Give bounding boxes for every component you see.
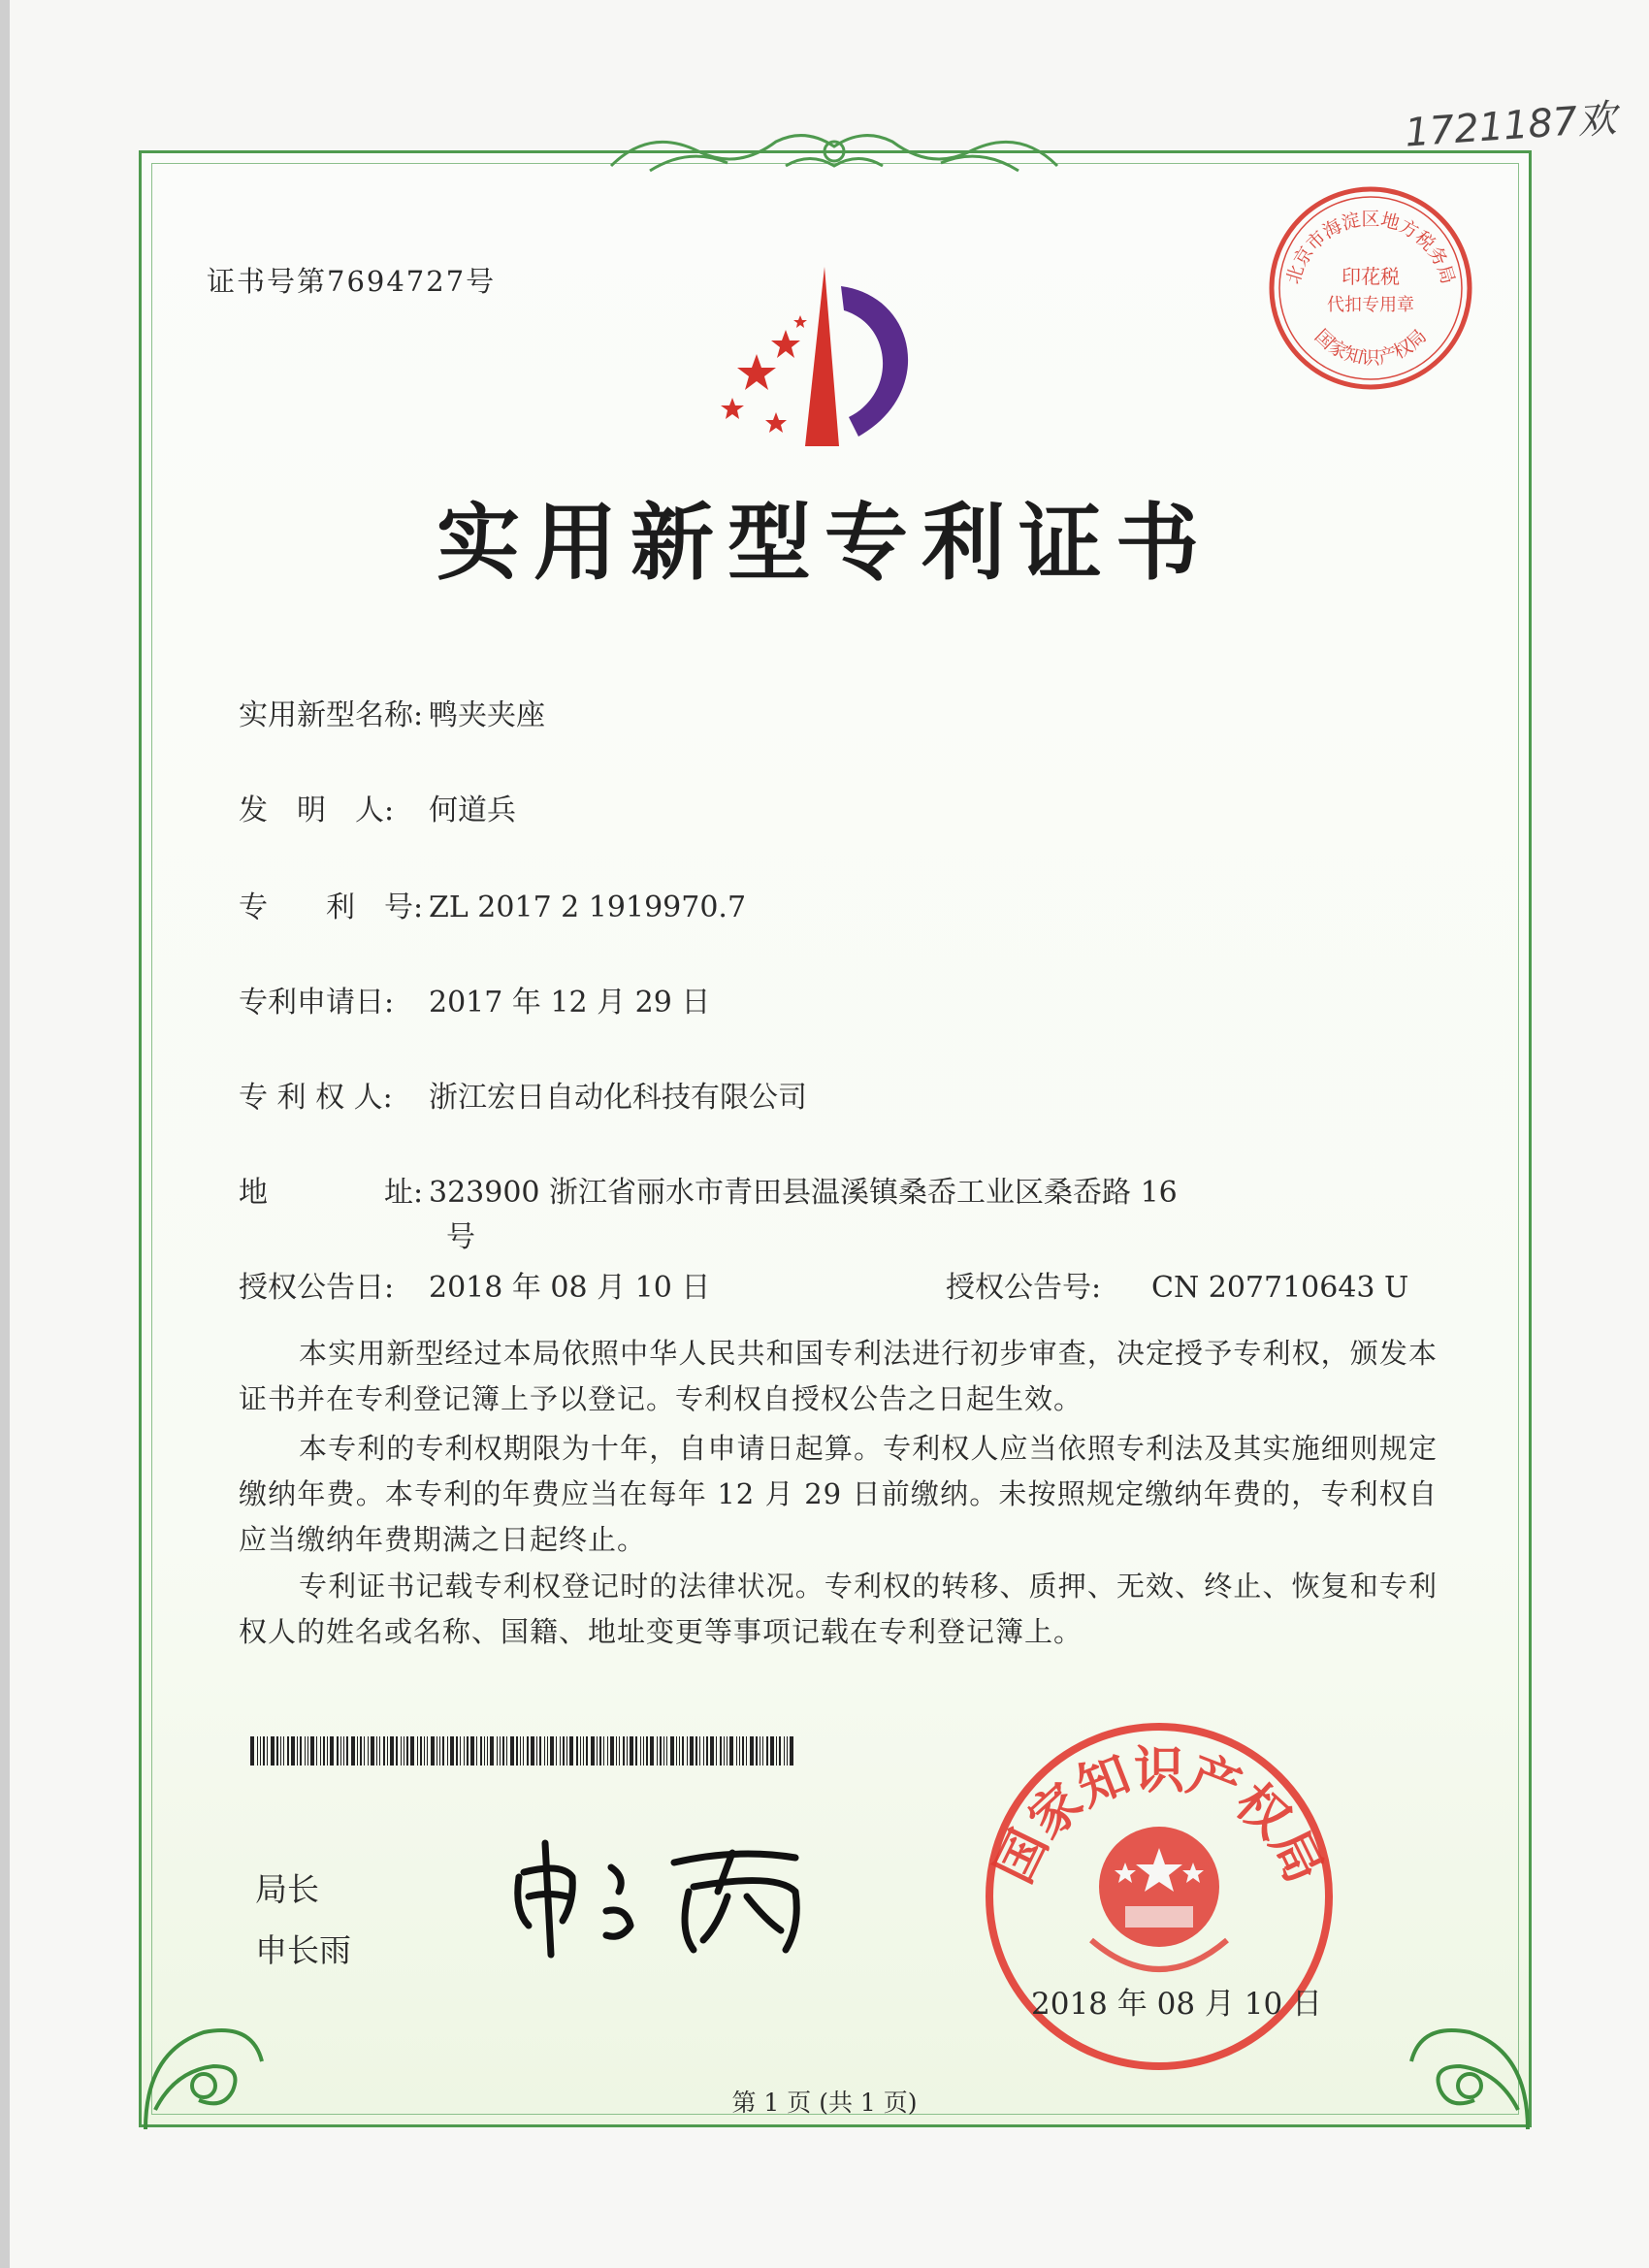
barcode-bar [250, 1736, 254, 1766]
paragraph-legal-status: 专利证书记载专利权登记时的法律状况。专利权的转移、质押、无效、终止、恢复和专利权人的姓名或名称、国籍、地址变更等事项记载在专利登记簿上。 [239, 1570, 1438, 1648]
barcode-bar [396, 1736, 398, 1766]
barcode-bar [724, 1736, 725, 1766]
barcode-bar [750, 1736, 754, 1766]
barcode-bar [330, 1736, 334, 1766]
barcode-bar [646, 1736, 648, 1766]
certificate-title: 实用新型专利证书 [436, 494, 1212, 592]
barcode-bar [630, 1736, 633, 1766]
director-signature-icon [504, 1833, 854, 1960]
barcode-bar [516, 1736, 518, 1766]
barcode-bar [267, 1736, 268, 1766]
barcode-bar [616, 1736, 617, 1766]
barcode-bar [480, 1736, 482, 1766]
barcode-bar [490, 1736, 494, 1766]
field-label: 专 利 号: [239, 891, 424, 924]
barcode-bar [510, 1736, 514, 1766]
barcode-bar [305, 1736, 306, 1766]
field-utility-model-name [239, 691, 545, 733]
official-seal-ring-text: 国家知识产权局 [985, 1741, 1334, 1893]
barcode-bar [523, 1736, 524, 1766]
field-value: 323900 浙江省丽水市青田县温溪镇桑岙工业区桑岙路 16 [429, 1176, 1178, 1210]
barcode-bar [635, 1736, 637, 1766]
barcode-bar [291, 1736, 295, 1766]
field-value: 2017 年 12 月 29 日 [429, 986, 711, 1020]
barcode-bar [527, 1736, 529, 1766]
barcode-bar [276, 1736, 278, 1766]
barcode-bar [323, 1736, 325, 1766]
svg-text:国家知识产权局 [1310, 325, 1431, 369]
barcode-bar [464, 1736, 465, 1766]
barcode-bar [476, 1736, 477, 1766]
barcode-bar [420, 1736, 422, 1766]
barcode-bar [784, 1736, 785, 1766]
barcode-bar [442, 1736, 444, 1766]
barcode-bar [643, 1736, 644, 1766]
barcode-bar [710, 1736, 714, 1766]
barcode-bar [431, 1736, 435, 1766]
barcode-bar [383, 1736, 385, 1766]
barcode-bar [327, 1736, 328, 1766]
barcode-bar [703, 1736, 704, 1766]
field-patent-number [239, 883, 746, 925]
barcode-bar [260, 1736, 261, 1766]
barcode-bar [687, 1736, 688, 1766]
cnipa-logo-icon [703, 257, 955, 451]
barcode-bar [746, 1736, 747, 1766]
barcode-bar [650, 1736, 654, 1766]
field-label: 地 址: [239, 1176, 424, 1210]
barcode-bar [257, 1736, 258, 1766]
barcode-bar [576, 1736, 578, 1766]
barcode-bar [357, 1736, 358, 1766]
barcode-bar [343, 1736, 344, 1766]
barcode-bar [779, 1736, 781, 1766]
field-value: 何道兵 [429, 794, 516, 827]
barcode-bar [787, 1736, 788, 1766]
barcode-bar [550, 1736, 554, 1766]
barcode-bar [610, 1736, 614, 1766]
field-value: 浙江宏日自动化科技有限公司 [429, 1081, 807, 1115]
barcode-bar [502, 1736, 504, 1766]
barcode-bar [484, 1736, 485, 1766]
barcode-bar [586, 1736, 588, 1766]
barcode-bar [360, 1736, 362, 1766]
barcode-bar [666, 1736, 667, 1766]
barcode-bar [690, 1736, 694, 1766]
barcode-bar [450, 1736, 454, 1766]
barcode-bar [456, 1736, 458, 1766]
barcode-bar [439, 1736, 440, 1766]
tax-seal-center-1: 印花税 [1342, 265, 1400, 288]
barcode-bar [417, 1736, 418, 1766]
tax-stamp-seal-icon [1264, 181, 1477, 395]
field-inventor [239, 786, 516, 828]
barcode-bar [607, 1736, 608, 1766]
field-filing-date [239, 978, 710, 1021]
top-ornament-icon [592, 122, 1077, 180]
barcode-bar [320, 1736, 321, 1766]
barcode-bar [387, 1736, 388, 1766]
barcode-bar [280, 1736, 281, 1766]
certificate-number: 证书号第7694727号 [207, 265, 497, 298]
barcode-bar [742, 1736, 744, 1766]
field-value: 鸭夹夹座 [429, 698, 545, 732]
barcode-bar [563, 1736, 565, 1766]
field-value: ZL 2017 2 1919970.7 [429, 891, 747, 924]
issue-date: 2018 年 08 月 10 日 [1031, 1987, 1323, 2022]
barcode-bar [657, 1736, 658, 1766]
field-label: 授权公告号: [946, 1271, 1102, 1305]
barcode-bar [376, 1736, 377, 1766]
tax-seal-center-2: 代扣专用章 [1327, 295, 1414, 315]
field-label: 专利申请日: [239, 986, 395, 1020]
barcode-bar [670, 1736, 674, 1766]
tax-seal-bottom-text: 国家知识产权局 [1310, 325, 1432, 370]
barcode-bar [371, 1736, 374, 1766]
barcode-bar [544, 1736, 545, 1766]
barcode-bar [424, 1736, 425, 1766]
barcode-bar [603, 1736, 604, 1766]
page-number: 第 1 页 (共 1 页) [731, 2089, 918, 2117]
barcode-bar [297, 1736, 298, 1766]
barcode-bar [580, 1736, 581, 1766]
barcode-bar [729, 1736, 733, 1766]
tax-seal-ring-text: 北京市海淀区地方税务局 [1282, 209, 1459, 287]
barcode-bar [660, 1736, 662, 1766]
barcode-bar [663, 1736, 664, 1766]
handwritten-note: 1721187欢 [1403, 96, 1618, 156]
barcode-bar [682, 1736, 684, 1766]
barcode-bar [547, 1736, 548, 1766]
field-announce-number [946, 1263, 1408, 1306]
barcode-bar [727, 1736, 728, 1766]
barcode-bar [316, 1736, 317, 1766]
barcode-bar [695, 1736, 697, 1766]
barcode-bar [340, 1736, 341, 1766]
barcode-bar [591, 1736, 595, 1766]
barcode-bar [300, 1736, 302, 1766]
barcode-bar [500, 1736, 501, 1766]
barcode-bar [583, 1736, 584, 1766]
barcode-bar [560, 1736, 561, 1766]
barcode-bar [640, 1736, 641, 1766]
barcode-bar [497, 1736, 498, 1766]
barcode-bar [531, 1736, 534, 1766]
barcode-bar [447, 1736, 448, 1766]
barcode-icon [250, 1736, 793, 1766]
barcode-bar [436, 1736, 437, 1766]
barcode-bar [390, 1736, 394, 1766]
barcode-bar [364, 1736, 365, 1766]
barcode-bar [619, 1736, 620, 1766]
field-patentee [239, 1073, 807, 1116]
barcode-bar [271, 1736, 275, 1766]
barcode-bar [263, 1736, 265, 1766]
barcode-bar [470, 1736, 474, 1766]
barcode-bar [569, 1736, 573, 1766]
barcode-bar [556, 1736, 557, 1766]
field-value: 2018 年 08 月 10 日 [429, 1271, 711, 1305]
paragraph-grant: 本实用新型经过本局依照中华人民共和国专利法进行初步审查，决定授予专利权，颁发本证书并在专利登记簿上予以登记。专利权自授权公告之日起生效。 [239, 1337, 1438, 1415]
barcode-bar [676, 1736, 677, 1766]
barcode-bar [283, 1736, 284, 1766]
barcode-bar [599, 1736, 601, 1766]
paragraph-term: 本专利的专利权期限为十年，自申请日起算。专利权人应当依照专利法及其实施细则规定缴纳年费。本专利的年费应当在每年 12 月 29 日前缴纳。未按照规定缴纳年费的，专利权自应当缴纳年费期满之日起终止。 [239, 1432, 1438, 1556]
director-name: 申长雨 [255, 1931, 351, 1969]
barcode-bar [487, 1736, 488, 1766]
barcode-bar [720, 1736, 722, 1766]
field-announce-date [239, 1263, 710, 1306]
barcode-bar [460, 1736, 461, 1766]
barcode-bar [310, 1736, 314, 1766]
barcode-bar [736, 1736, 737, 1766]
barcode-bar [467, 1736, 469, 1766]
barcode-bar [627, 1736, 628, 1766]
director-title: 局长 [255, 1870, 319, 1908]
scan-edge [0, 0, 10, 2268]
barcode-bar [706, 1736, 708, 1766]
barcode-bar [716, 1736, 717, 1766]
barcode-bar [406, 1736, 408, 1766]
barcode-bar [756, 1736, 758, 1766]
field-value: CN 207710643 U [1151, 1271, 1409, 1305]
barcode-bar [287, 1736, 289, 1766]
barcode-bar [762, 1736, 763, 1766]
barcode-bar [368, 1736, 369, 1766]
barcode-bar [506, 1736, 507, 1766]
barcode-bar [337, 1736, 339, 1766]
field-label: 发 明 人: [239, 794, 395, 827]
barcode-bar [346, 1736, 348, 1766]
field-label: 授权公告日: [239, 1271, 395, 1305]
barcode-bar [770, 1736, 774, 1766]
barcode-bar [766, 1736, 768, 1766]
barcode-bar [699, 1736, 700, 1766]
barcode-bar [739, 1736, 740, 1766]
barcode-bar [379, 1736, 380, 1766]
barcode-bar [790, 1736, 793, 1766]
barcode-bar [520, 1736, 521, 1766]
barcode-bar [307, 1736, 308, 1766]
barcode-bar [401, 1736, 402, 1766]
barcode-bar [776, 1736, 777, 1766]
field-address-line2: 号 [446, 1220, 475, 1254]
field-label: 专 利 权 人: [239, 1081, 393, 1115]
barcode-bar [536, 1736, 537, 1766]
barcode-bar [539, 1736, 541, 1766]
barcode-bar [566, 1736, 567, 1766]
barcode-bar [351, 1736, 355, 1766]
barcode-bar [597, 1736, 598, 1766]
barcode-bar [679, 1736, 680, 1766]
barcode-bar [623, 1736, 625, 1766]
barcode-bar [410, 1736, 414, 1766]
field-address [239, 1168, 1178, 1211]
field-label: 实用新型名称: [239, 698, 424, 732]
barcode-bar [427, 1736, 428, 1766]
